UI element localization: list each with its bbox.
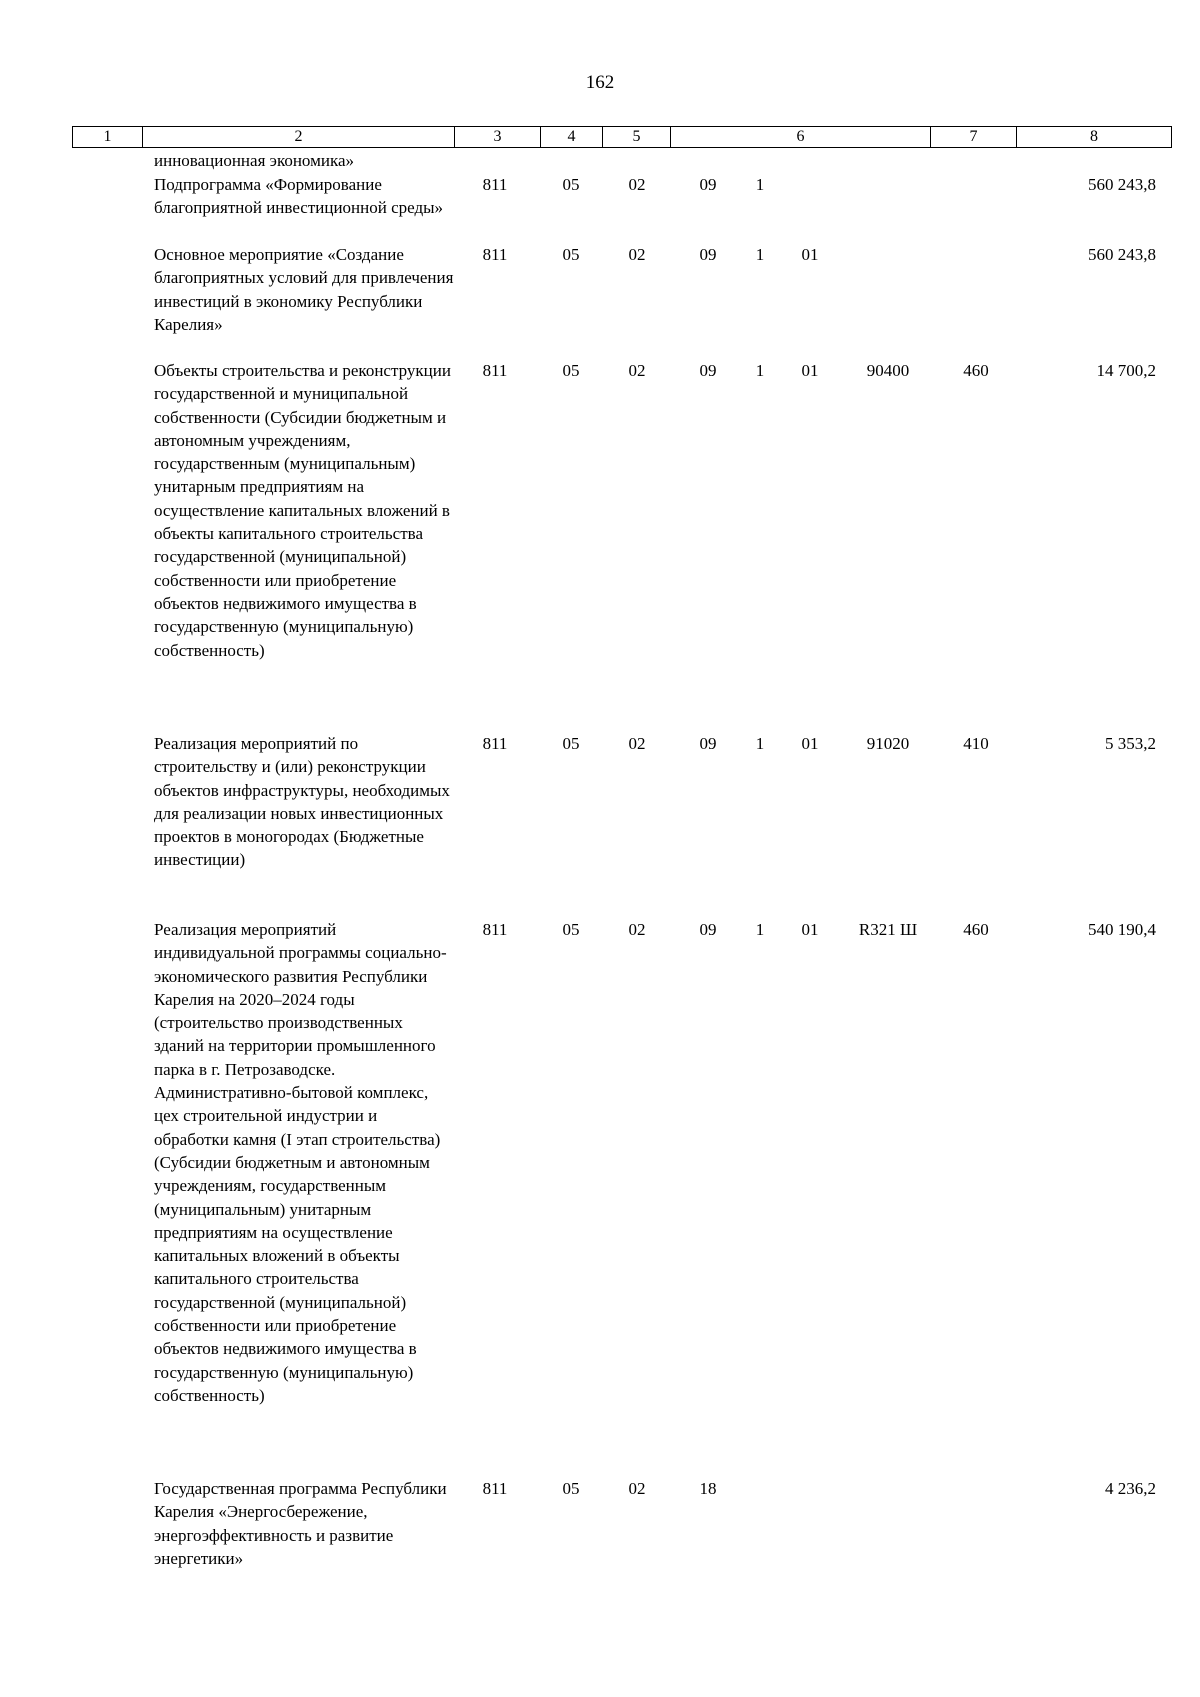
row-col-6a: 09 [699,920,717,939]
row-col-8: 14 700,2 [1096,361,1156,380]
page-number: 162 [585,72,615,93]
row-col-7: 460 [963,920,989,939]
row-col-6a: 09 [699,734,717,753]
row-name: Объекты строительства и реконструкции государственной и муниципальной собственности (Субсидии бюджетным и автономным учреждениям, государственным (муниципальным) унитарным предприятиям на осуществление капитальных вложений в объекты капитального строительства государственной (муниципальной) собственности или приобретение объектов недвижимого имущества в государственную (муниципальную) собственность) [154,361,451,660]
row-col-3: 811 [482,361,508,380]
row-col-5: 02 [628,175,646,194]
row-name: Подпрограмма «Формирование благоприятной инвестиционной среды» [154,175,444,218]
row-name: Реализация мероприятий индивидуальной программы социально-экономического развития Республики Карелия на 2020–2024 годы (строительство производственных зданий на территории промышленного парка в г. Петрозаводске. Административно-бытовой комплекс, цех строительной индустрии и обработки камня (I этап строительства) (Субсидии бюджетным и автономным учреждениям, государственным (муниципальным) унитарным предприятиям на осуществление капитальных вложений в объекты капитального строительства государственной (муниципальной) собственности или приобретение объектов недвижимого имущества в государственную (муниципальную) собственность) [154,920,447,1405]
row-col-6c: 01 [801,920,819,939]
row-col-6a: 18 [699,1479,717,1498]
row-col-4: 05 [562,245,580,264]
row-col-6c: 01 [801,245,819,264]
row-name: Реализация мероприятий по строительству и (или) реконструкции объектов инфраструктуры, необходимых для реализации новых инвестиционных проектов в моногородах (Бюджетные инвестиции) [154,734,450,870]
row-name: Государственная программа Республики Карелия «Энергосбережение, энергоэффективность и развитие энергетики» [154,1479,447,1568]
row-name: Основное мероприятие «Создание благоприятных условий для привлечения инвестиций в экономику Республики Карелия» [154,245,454,334]
row-col-7: 410 [963,734,989,753]
header-col-8: 8 [1090,128,1098,145]
header-col-3: 3 [455,127,541,147]
header-col-2: 2 [143,127,455,147]
row-col-8: 560 243,8 [1088,175,1156,194]
row-col-6c: 01 [801,734,819,753]
row-col-6c: 01 [801,361,819,380]
header-col-5: 5 [603,127,671,147]
header-col-1: 1 [73,127,143,147]
row-col-4: 05 [562,361,580,380]
row-col-5: 02 [628,1479,646,1498]
row-col-8: 5 353,2 [1105,734,1156,753]
row-col-6d: 91020 [866,734,910,753]
row-col-3: 811 [482,245,508,264]
row-col-6b: 1 [755,175,765,194]
row-col-4: 05 [562,175,580,194]
row-col-7: 460 [963,361,989,380]
row-col-6a: 09 [699,361,717,380]
row-col-6a: 09 [699,245,717,264]
row-col-3: 811 [482,1479,508,1498]
row-col-8: 540 190,4 [1088,920,1156,939]
row-col-4: 05 [562,920,580,939]
row-col-8: 560 243,8 [1088,245,1156,264]
row-col-8: 4 236,2 [1105,1479,1156,1498]
row-col-6b: 1 [755,361,765,380]
row-col-5: 02 [628,734,646,753]
row-col-5: 02 [628,361,646,380]
row-col-6b: 1 [755,734,765,753]
row-col-6d: 90400 [866,361,910,380]
row-col-6a: 09 [699,175,717,194]
continuation-text: инновационная экономика» [154,151,355,170]
row-col-6b: 1 [755,920,765,939]
row-col-6d: R321 Ш [858,920,918,939]
row-col-3: 811 [482,734,508,753]
row-col-4: 05 [562,734,580,753]
row-col-6b: 1 [755,245,765,264]
row-col-5: 02 [628,245,646,264]
row-col-3: 811 [482,175,508,194]
header-col-4: 4 [541,127,603,147]
header-col-7: 7 [931,127,1017,147]
header-col-6: 6 [671,127,931,147]
row-col-4: 05 [562,1479,580,1498]
table-header [72,126,1172,148]
row-col-5: 02 [628,920,646,939]
row-col-3: 811 [482,920,508,939]
